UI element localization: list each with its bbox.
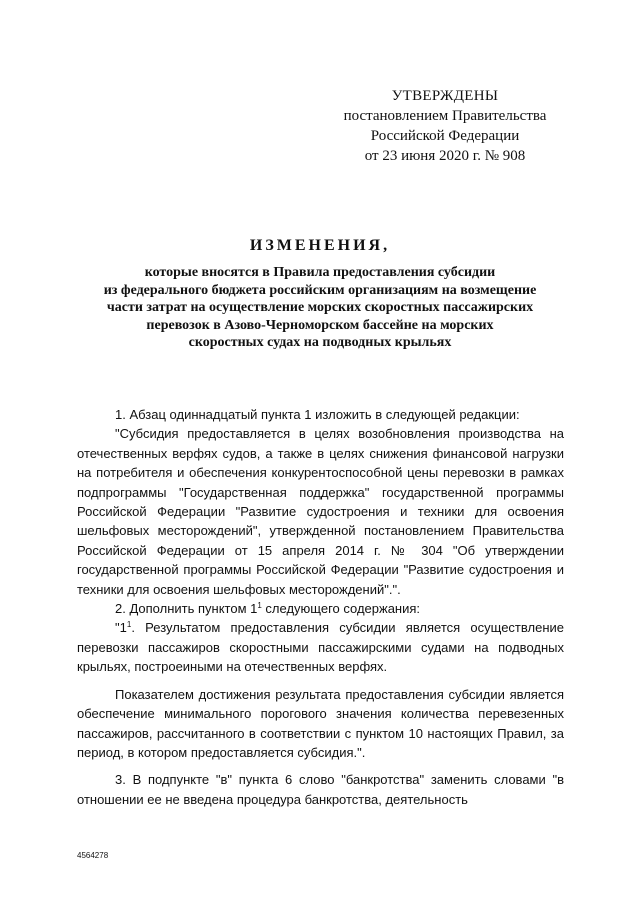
document-subtitle: [70, 264, 570, 352]
paragraph-3-superscript: 1: [257, 601, 262, 611]
paragraph-6: 3. В подпункте "в" пункта 6 слово "банкротства" заменить словами "в отношении ее не введена процедура банкротства, деятельность: [77, 772, 564, 807]
paragraph-5: Показателем достижения результата предоставления субсидии является обеспечение минимального порогового значения количества перевезенных пассажиров, рассчитанного в соответствии с пунктом 10 настоящих Правил, за период, в котором предоставляется субсидия.".: [77, 686, 564, 760]
paragraph-3-text-end: следующего содержания:: [261, 601, 421, 617]
paragraph-1: 1. Абзац одиннадцатый пункта 1 изложить в следующей редакции:: [115, 407, 520, 422]
document-code: 4564278: [77, 851, 109, 860]
subtitle-line-3: части затрат на осуществление морских скоростных пассажирских: [106, 300, 534, 316]
paragraph-4: [77, 618, 564, 676]
approval-block: [330, 86, 560, 166]
paragraph-4-superscript: 1: [126, 620, 132, 630]
paragraph-3-text-start: 2. Дополнить пунктом 1: [115, 601, 258, 617]
approval-stamp: УТВЕРЖДЕНЫ: [391, 88, 499, 104]
approval-line-3: от 23 июня 2020 г. № 908: [364, 148, 526, 164]
document-title: ИЗМЕНЕНИЯ,: [249, 237, 391, 254]
subtitle-line-2: из федерального бюджета российским организациям на возмещение: [103, 282, 537, 298]
paragraph-3: [77, 599, 564, 618]
document-body: [77, 405, 564, 809]
approval-line-1: постановлением Правительства: [343, 108, 547, 124]
subtitle-line-4: перевозок в Азово-Черноморском бассейне на морских: [146, 317, 494, 333]
paragraph-4-text-end: . Результатом предоставления субсидии является осуществление перевозки пассажиров скоростными пассажирскими судами на подводных крыльях, построеиными на отечественных верфях.: [77, 620, 564, 675]
subtitle-line-1: которые вносятся в Правила предоставления субсидии: [144, 265, 496, 280]
paragraph-2: "Субсидия предоставляется в целях возобновления производства на отечественных верфях судов, а также в целях снижения финансовой нагрузки на потребителя и обеспечения конкурентоспособной цены перевозки в рамках подпрограммы "Государственная поддержка" государственной программы Российской Федерации "Развитие судостроения и техники для освоения шельфовых месторождений", утвержденной постановлением Правительства Российской Федерации от 15 апреля 2014 г. № 304 "Об утверждении государственной программы Российской Федерации "Развитие судостроения и техники для освоения шельфовых месторождений".".: [77, 426, 564, 597]
subtitle-line-5: скоростных судах на подводных крыльях: [188, 335, 452, 351]
approval-line-2: Российской Федерации: [370, 128, 520, 144]
paragraph-4-text-start: "1: [115, 620, 127, 636]
